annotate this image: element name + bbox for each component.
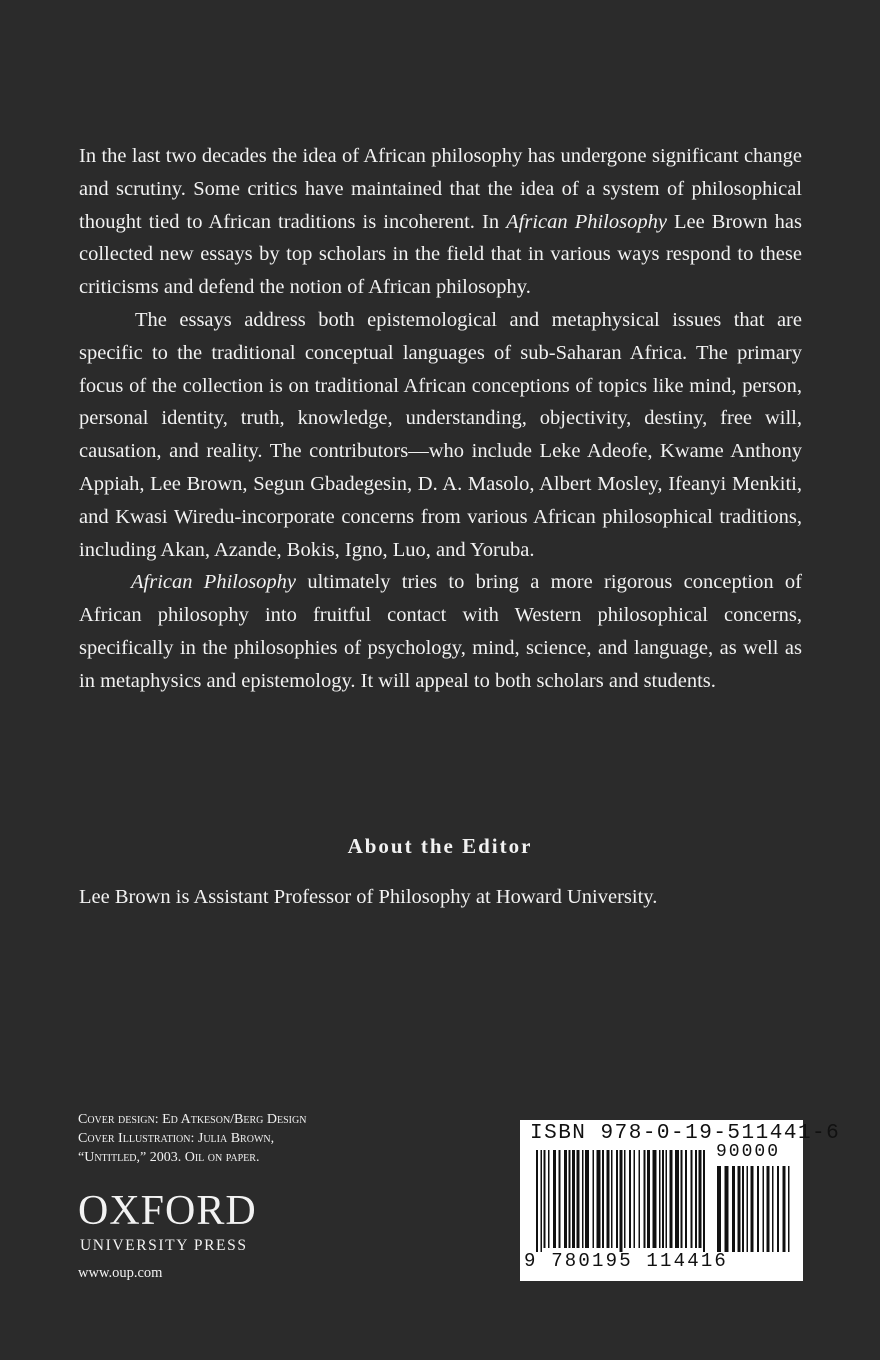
barcode-bar bbox=[548, 1150, 550, 1248]
barcode-bar bbox=[659, 1150, 661, 1248]
addon-barcode-bar bbox=[738, 1166, 741, 1252]
book-title-italic: African Philosophy bbox=[131, 571, 297, 594]
book-title-italic: African Philosophy bbox=[506, 210, 667, 233]
credit-illustration-detail: “Untitled,” 2003. Oil on paper. bbox=[78, 1150, 260, 1165]
blurb-paragraph-2: The essays address both epistemological and metaphysical issues that are specific to the traditional conceptual languages of sub-Saharan Africa. The primary focus of the collection is on traditional African conceptions of topics like mind, person, personal identity, truth, knowledge, understanding, objectivity, destiny, free will, causation, and reality. The contributors—who include Leke Adeofe, Kwame Anthony Appiah, Lee Brown, Segun Gbadegesin, D. A. Masolo, Albert Mosley, Ifeanyi Menkiti, and Kwasi Wiredu-incorporate concerns from various African philosophical traditions, including Akan, Azande, Bokis, Igno, Luo, and Yoruba. bbox=[79, 308, 802, 561]
back-cover-blurb bbox=[79, 140, 802, 698]
barcode-bar bbox=[699, 1150, 702, 1248]
barcode-bar bbox=[569, 1150, 571, 1248]
blurb-text: Lee Brown has collected new essays by top scholars in the field that in various ways respond to these criticisms and defend the notion of African philosophy. bbox=[79, 210, 802, 299]
barcode-bar bbox=[703, 1150, 705, 1252]
barcode-bar bbox=[666, 1150, 668, 1248]
addon-barcode-bar bbox=[767, 1166, 770, 1252]
blurb-text: ultimately tries to bring a more rigorous conception of African philosophy into fruitful contact with Western philosophical concerns, specifically in the philosophies of psychology, mind, science, and language, as well as in metaphysics and epistemology. It will appeal to both scholars and students. bbox=[79, 571, 802, 692]
isbn-number: ISBN 978-0-19-511441-6 bbox=[530, 1122, 841, 1145]
credit-design: Cover design: Ed Atkeson/Berg Design bbox=[78, 1112, 307, 1127]
barcode-bar bbox=[585, 1150, 589, 1248]
addon-barcode-bar bbox=[751, 1166, 754, 1252]
barcode-bar bbox=[653, 1150, 657, 1248]
isbn-barcode bbox=[520, 1120, 841, 1281]
addon-barcode-bar bbox=[732, 1166, 735, 1252]
barcode-bar bbox=[695, 1150, 697, 1248]
barcode-bar bbox=[553, 1150, 556, 1248]
barcode-bar bbox=[670, 1150, 673, 1248]
barcode-bar bbox=[620, 1150, 623, 1252]
barcode-bar bbox=[564, 1150, 567, 1248]
addon-barcode-bar bbox=[763, 1166, 765, 1252]
barcode-bar bbox=[559, 1150, 561, 1248]
barcode-bar bbox=[536, 1150, 538, 1252]
blurb-text: In the last two decades the idea of African philosophy has undergone significant change and scrutiny. Some critics have maintained that the idea of a system of philosophical thought tied to African traditions is incoherent. In bbox=[79, 145, 802, 233]
barcode-bar bbox=[593, 1150, 595, 1248]
barcode-bar bbox=[602, 1150, 604, 1248]
about-editor-text: Lee Brown is Assistant Professor of Philosophy at Howard University. bbox=[79, 886, 658, 908]
addon-barcode-bar bbox=[747, 1166, 749, 1252]
barcode-bar bbox=[577, 1150, 580, 1248]
barcode-bar bbox=[607, 1150, 610, 1248]
barcode-bar bbox=[572, 1150, 575, 1248]
barcode-bar bbox=[629, 1150, 631, 1248]
price-code: 90000 bbox=[716, 1142, 781, 1162]
addon-barcode-bar bbox=[757, 1166, 759, 1252]
barcode-bar bbox=[634, 1150, 636, 1248]
barcode-bar bbox=[624, 1150, 626, 1248]
barcode-bar bbox=[675, 1150, 679, 1248]
ean-digits: 9 780195 114416 bbox=[524, 1250, 729, 1272]
barcode-bar bbox=[611, 1150, 613, 1248]
addon-barcode-bar bbox=[772, 1166, 774, 1252]
addon-barcode-bar bbox=[717, 1166, 721, 1252]
blurb-paragraph-3 bbox=[79, 566, 802, 697]
addon-barcode-bar bbox=[788, 1166, 790, 1252]
barcode-bar bbox=[616, 1150, 618, 1248]
addon-barcode-bar bbox=[742, 1166, 744, 1252]
barcode-bar bbox=[639, 1150, 641, 1248]
credit-illustration: Cover Illustration: Julia Brown, bbox=[78, 1131, 275, 1146]
barcode-bar bbox=[662, 1150, 664, 1248]
addon-barcode-bar bbox=[783, 1166, 786, 1252]
addon-barcode-bar bbox=[725, 1166, 729, 1252]
addon-barcode-bar bbox=[777, 1166, 779, 1252]
publisher-website: www.oup.com bbox=[78, 1265, 163, 1281]
barcode-bar bbox=[681, 1150, 683, 1248]
barcode-bar bbox=[582, 1150, 584, 1248]
barcode-bar bbox=[597, 1150, 601, 1248]
barcode-bar bbox=[647, 1150, 650, 1248]
barcode-bar bbox=[644, 1150, 646, 1248]
about-editor-heading: About the Editor bbox=[347, 834, 533, 858]
cover-credits bbox=[78, 1110, 398, 1167]
barcode-bar bbox=[544, 1150, 546, 1248]
blurb-paragraph-1 bbox=[79, 140, 802, 304]
publisher-subtitle: UNIVERSITY PRESS bbox=[80, 1237, 248, 1254]
barcode-bar bbox=[685, 1150, 687, 1248]
publisher-logo: OXFORD bbox=[78, 1188, 257, 1234]
barcode-bar bbox=[541, 1150, 543, 1252]
barcode-bar bbox=[691, 1150, 693, 1248]
